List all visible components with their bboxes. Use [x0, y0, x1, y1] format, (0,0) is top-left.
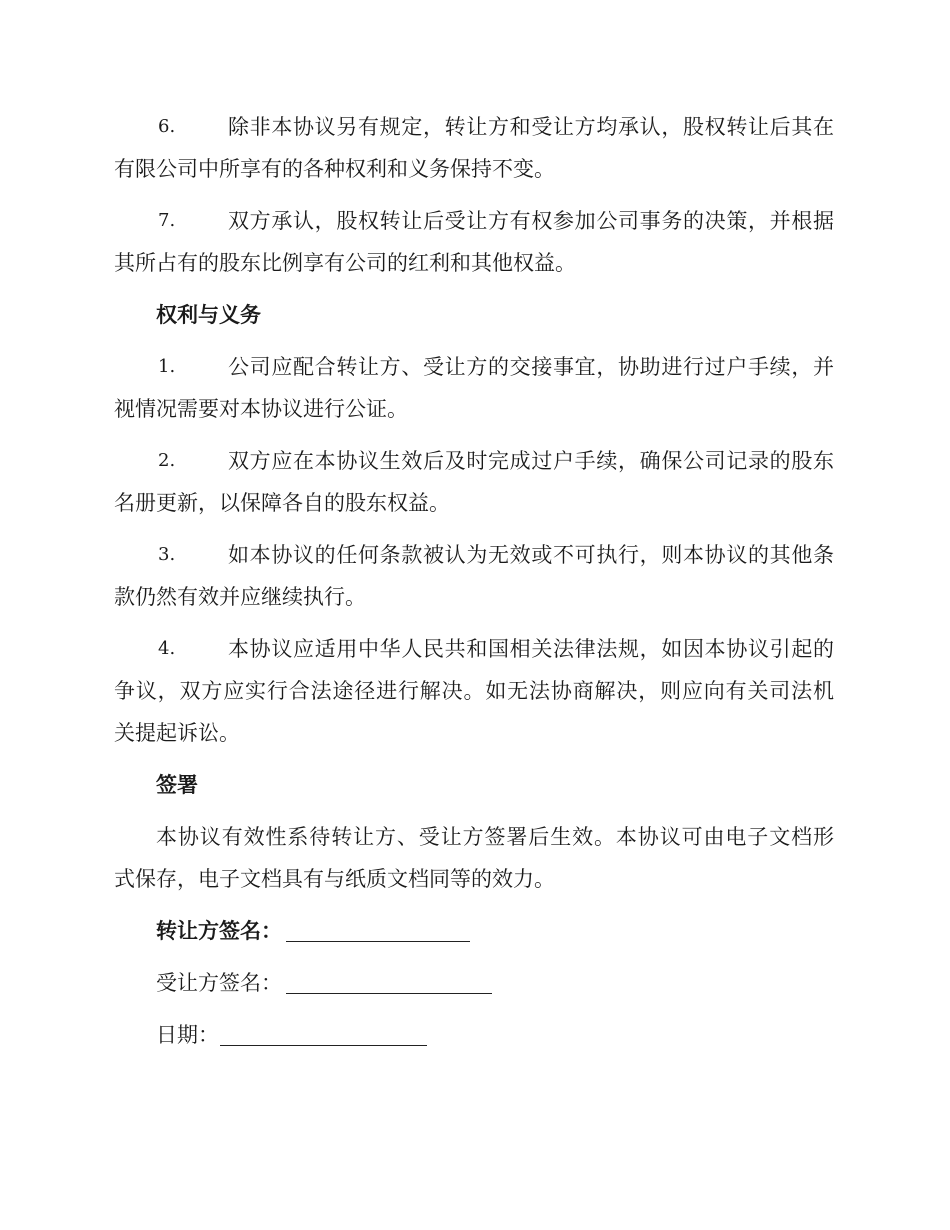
clause-text: 除非本协议另有规定，转让方和受让方均承认，股权转让后其在: [228, 115, 834, 139]
transferor-signature-row: [156, 916, 876, 946]
date-field[interactable]: [220, 1045, 427, 1046]
item-text: 如本协议的任何条款被认为无效或不可执行，则本协议的其他条: [228, 543, 834, 567]
transferee-signature-row: [156, 968, 876, 998]
item-text: 双方应在本协议生效后及时完成过户手续，确保公司记录的股东: [228, 449, 834, 473]
rights-item-2: [114, 446, 834, 476]
rights-item-1: [114, 352, 834, 382]
transferee-signature-label: 受让方签名：: [156, 971, 282, 995]
item-text-continued: 视情况需要对本协议进行公证。: [114, 397, 408, 421]
transferor-signature-label: 转让方签名：: [156, 919, 282, 943]
date-row: [156, 1020, 876, 1050]
item-text-continued: 名册更新，以保障各自的股东权益。: [114, 491, 450, 515]
clause-7: [114, 206, 834, 236]
clause-text: 双方承认，股权转让后受让方有权参加公司事务的决策，并根据: [228, 209, 834, 233]
clause-text-continued: 有限公司中所享有的各种权利和义务保持不变。: [114, 157, 555, 181]
transferee-signature-field[interactable]: [286, 993, 492, 994]
section-heading-rights: 权利与义务: [156, 303, 261, 327]
item-text: 本协议应适用中华人民共和国相关法律法规，如因本协议引起的: [228, 637, 834, 661]
item-number: 3.: [158, 544, 176, 565]
clause-number: 6.: [158, 116, 176, 137]
item-text: 公司应配合转让方、受让方的交接事宜，协助进行过户手续，并: [228, 355, 834, 379]
rights-item-3: [114, 540, 834, 570]
clause-number: 7.: [158, 210, 176, 231]
item-number: 1.: [158, 356, 176, 377]
item-number: 4.: [158, 638, 176, 659]
date-label: 日期：: [156, 1023, 219, 1047]
rights-item-4: [114, 634, 834, 664]
clause-6: [114, 112, 834, 142]
item-text-continued: 争议，双方应实行合法途径进行解决。如无法协商解决，则应向有关司法机: [114, 679, 834, 703]
signing-paragraph: 本协议有效性系待转让方、受让方签署后生效。本协议可由电子文档形: [156, 825, 834, 849]
clause-text-continued: 其所占有的股东比例享有公司的红利和其他权益。: [114, 251, 576, 275]
signing-paragraph-continued: 式保存，电子文档具有与纸质文档同等的效力。: [114, 867, 555, 891]
section-heading-signing: 签署: [156, 773, 198, 797]
item-text-continued: 款仍然有效并应继续执行。: [114, 585, 366, 609]
transferor-signature-field[interactable]: [286, 941, 470, 942]
item-number: 2.: [158, 450, 176, 471]
item-text-continued: 关提起诉讼。: [114, 721, 240, 745]
